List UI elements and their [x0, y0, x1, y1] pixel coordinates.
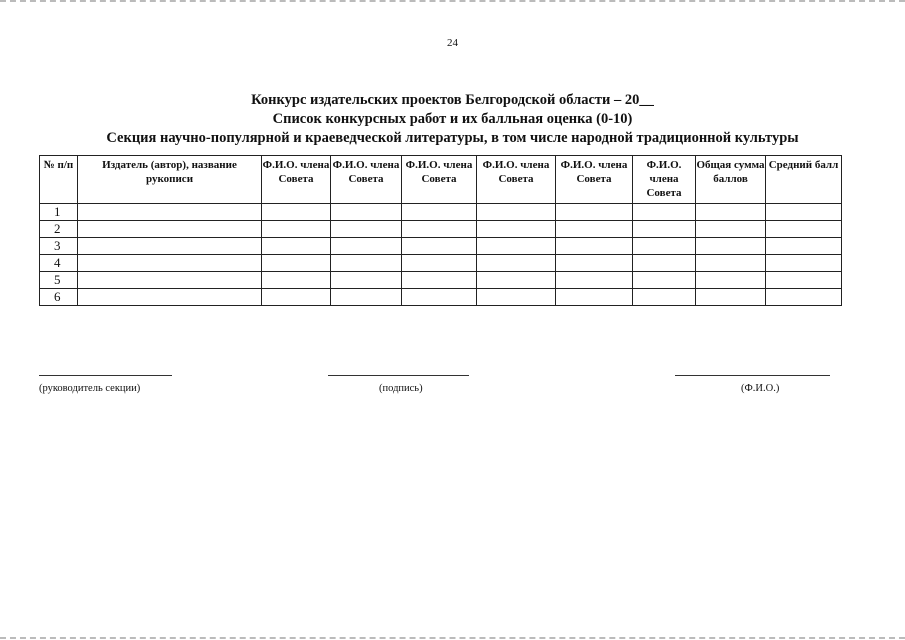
table-cell	[766, 204, 842, 221]
table-cell	[556, 204, 633, 221]
table-cell	[766, 255, 842, 272]
header-council-member-5: Ф.И.О. члена Совета	[556, 156, 633, 204]
table-cell	[262, 272, 331, 289]
table-cell	[402, 272, 477, 289]
table-cell	[477, 255, 556, 272]
table-row	[40, 221, 842, 238]
table-cell	[262, 204, 331, 221]
table-cell	[78, 289, 262, 306]
table-cell	[556, 272, 633, 289]
head-signature-line	[39, 375, 172, 376]
scores-table	[39, 155, 842, 306]
head-of-section-caption: (руководитель секции)	[39, 383, 141, 394]
table-cell	[696, 221, 766, 238]
title-line-2: Список конкурсных работ и их балльная оценка (0-10)	[272, 111, 633, 127]
header-council-member-2: Ф.И.О. члена Совета	[331, 156, 402, 204]
table-cell	[766, 289, 842, 306]
table-cell	[556, 238, 633, 255]
header-council-member-6: Ф.И.О. члена Совета	[633, 156, 696, 204]
table-cell	[78, 204, 262, 221]
table-cell	[477, 272, 556, 289]
table-cell	[477, 289, 556, 306]
header-publisher: Издатель (автор), название рукописи	[78, 156, 262, 204]
row-number: 3	[40, 238, 78, 255]
table-cell	[696, 255, 766, 272]
table-cell	[556, 289, 633, 306]
table-cell	[78, 272, 262, 289]
table-cell	[696, 238, 766, 255]
table-cell	[331, 289, 402, 306]
table-cell	[633, 289, 696, 306]
table-cell	[556, 221, 633, 238]
page-edge-bottom	[0, 637, 905, 639]
table-row	[40, 204, 842, 221]
table-header-row	[40, 156, 842, 204]
table-row	[40, 238, 842, 255]
table-cell	[556, 255, 633, 272]
header-council-member-3: Ф.И.О. члена Совета	[402, 156, 477, 204]
header-total-score: Общая сумма баллов	[696, 156, 766, 204]
table-cell	[331, 255, 402, 272]
table-cell	[78, 255, 262, 272]
table-cell	[402, 238, 477, 255]
title-line-3: Секция научно-популярной и краеведческой литературы, в том числе народной традиционной культуры	[106, 130, 799, 146]
page-number: 24	[447, 37, 458, 49]
table-cell	[331, 272, 402, 289]
table-cell	[402, 255, 477, 272]
header-average-score: Средний балл	[766, 156, 842, 204]
table-cell	[402, 289, 477, 306]
table-cell	[262, 238, 331, 255]
table-cell	[766, 238, 842, 255]
table-cell	[633, 272, 696, 289]
table-cell	[402, 204, 477, 221]
table-row	[40, 289, 842, 306]
table-cell	[633, 204, 696, 221]
header-council-member-4: Ф.И.О. члена Совета	[477, 156, 556, 204]
table-cell	[633, 238, 696, 255]
row-number: 5	[40, 272, 78, 289]
table-cell	[633, 255, 696, 272]
table-cell	[262, 221, 331, 238]
table-cell	[331, 238, 402, 255]
table-cell	[477, 204, 556, 221]
table-cell	[78, 238, 262, 255]
row-number: 2	[40, 221, 78, 238]
table-row	[40, 255, 842, 272]
document-title-block	[0, 91, 905, 148]
signature-caption: (подпись)	[379, 383, 423, 394]
table-cell	[477, 221, 556, 238]
row-number: 1	[40, 204, 78, 221]
table-row	[40, 272, 842, 289]
header-number: № п/п	[40, 156, 78, 204]
table-cell	[696, 272, 766, 289]
table-cell	[262, 255, 331, 272]
table-cell	[696, 204, 766, 221]
title-line-1: Конкурс издательских проектов Белгородской области – 20__	[251, 92, 654, 108]
signature-line	[328, 375, 469, 376]
table-cell	[331, 221, 402, 238]
table-cell	[262, 289, 331, 306]
table-cell	[696, 289, 766, 306]
header-council-member-1: Ф.И.О. члена Совета	[262, 156, 331, 204]
table-cell	[331, 204, 402, 221]
table-cell	[78, 221, 262, 238]
table-cell	[477, 238, 556, 255]
row-number: 6	[40, 289, 78, 306]
table-cell	[766, 272, 842, 289]
full-name-caption: (Ф.И.О.)	[741, 383, 780, 394]
full-name-line	[675, 375, 830, 376]
page-edge-top	[0, 0, 905, 2]
table-cell	[766, 221, 842, 238]
table-cell	[402, 221, 477, 238]
row-number: 4	[40, 255, 78, 272]
table-cell	[633, 221, 696, 238]
